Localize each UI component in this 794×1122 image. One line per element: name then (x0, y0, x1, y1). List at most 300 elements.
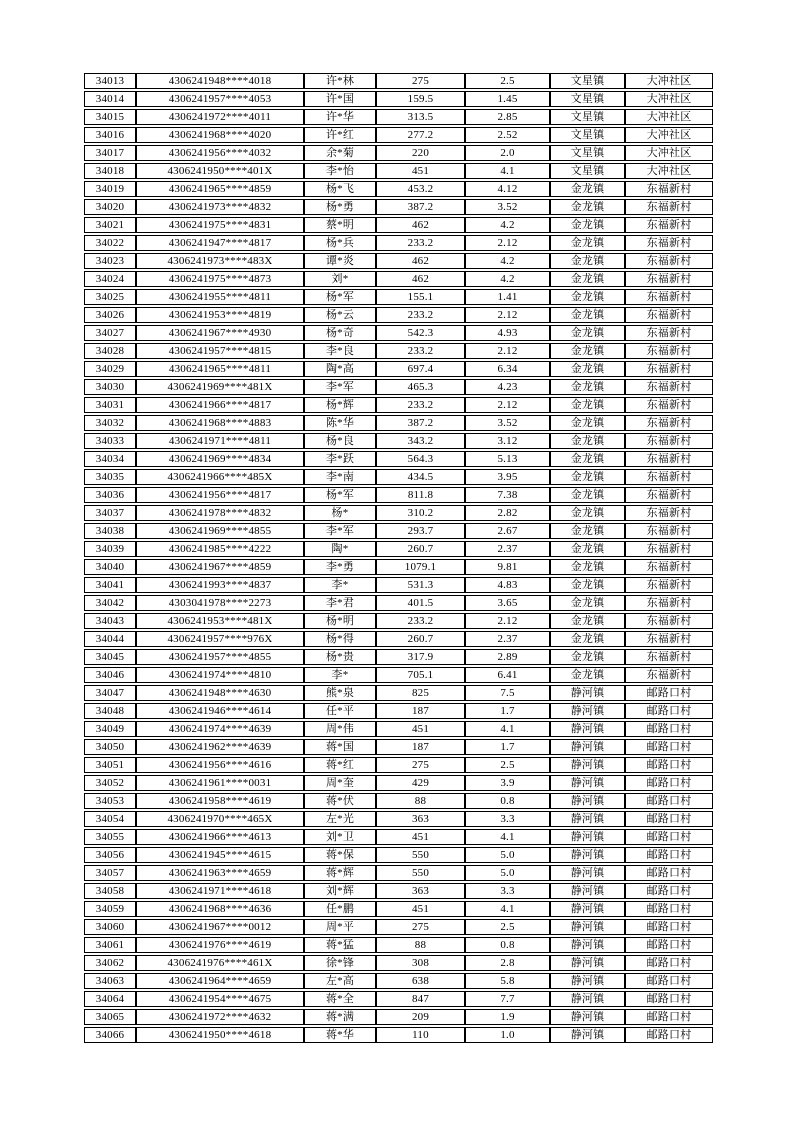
table-row (84, 577, 713, 593)
table-row (84, 91, 713, 107)
cell-village: 东福新村 (625, 505, 713, 521)
cell-subsidy-amount: 155.1 (376, 289, 465, 305)
cell-id-number: 4306241975****4873 (136, 271, 304, 287)
cell-serial-number: 34050 (84, 739, 136, 755)
cell-village: 东福新村 (625, 343, 713, 359)
cell-town: 金龙镇 (550, 379, 625, 395)
table-row (84, 793, 713, 809)
cell-serial-number: 34057 (84, 865, 136, 881)
cell-village: 大冲社区 (625, 73, 713, 89)
cell-subsidy-amount: 363 (376, 811, 465, 827)
cell-serial-number: 34060 (84, 919, 136, 935)
cell-town: 静河镇 (550, 1009, 625, 1025)
cell-town: 文星镇 (550, 145, 625, 161)
cell-serial-number: 34053 (84, 793, 136, 809)
cell-town: 静河镇 (550, 865, 625, 881)
table-row (84, 847, 713, 863)
cell-town: 文星镇 (550, 109, 625, 125)
table-row (84, 541, 713, 557)
cell-area-mu: 4.83 (465, 577, 550, 593)
cell-village: 东福新村 (625, 361, 713, 377)
table-row (84, 811, 713, 827)
cell-village: 大冲社区 (625, 109, 713, 125)
cell-area-mu: 2.37 (465, 631, 550, 647)
cell-subsidy-amount: 363 (376, 883, 465, 899)
cell-area-mu: 1.45 (465, 91, 550, 107)
cell-serial-number: 34019 (84, 181, 136, 197)
cell-name: 杨*明 (304, 613, 376, 629)
cell-town: 静河镇 (550, 685, 625, 701)
cell-name: 刘*卫 (304, 829, 376, 845)
cell-town: 金龙镇 (550, 253, 625, 269)
cell-subsidy-amount: 811.8 (376, 487, 465, 503)
cell-id-number: 4306241973****4832 (136, 199, 304, 215)
table-row (84, 163, 713, 179)
cell-subsidy-amount: 550 (376, 865, 465, 881)
cell-village: 邮路口村 (625, 703, 713, 719)
cell-area-mu: 2.12 (465, 343, 550, 359)
cell-subsidy-amount: 187 (376, 703, 465, 719)
cell-subsidy-amount: 187 (376, 739, 465, 755)
cell-serial-number: 34027 (84, 325, 136, 341)
cell-id-number: 4306241957****4815 (136, 343, 304, 359)
cell-village: 邮路口村 (625, 793, 713, 809)
cell-subsidy-amount: 275 (376, 919, 465, 935)
cell-name: 李*勇 (304, 559, 376, 575)
table-row (84, 487, 713, 503)
cell-town: 金龙镇 (550, 451, 625, 467)
table-row (84, 721, 713, 737)
cell-town: 金龙镇 (550, 523, 625, 539)
table-body (84, 73, 713, 1043)
cell-area-mu: 7.7 (465, 991, 550, 1007)
table-row (84, 613, 713, 629)
cell-name: 杨*得 (304, 631, 376, 647)
cell-subsidy-amount: 275 (376, 73, 465, 89)
table-row (84, 253, 713, 269)
cell-village: 邮路口村 (625, 829, 713, 845)
cell-area-mu: 3.12 (465, 433, 550, 449)
cell-town: 金龙镇 (550, 595, 625, 611)
cell-subsidy-amount: 260.7 (376, 631, 465, 647)
table-row (84, 325, 713, 341)
cell-id-number: 4306241965****4811 (136, 361, 304, 377)
table-row (84, 631, 713, 647)
cell-subsidy-amount: 638 (376, 973, 465, 989)
cell-name: 李*军 (304, 523, 376, 539)
cell-subsidy-amount: 429 (376, 775, 465, 791)
cell-subsidy-amount: 233.2 (376, 343, 465, 359)
cell-subsidy-amount: 387.2 (376, 199, 465, 215)
table-row (84, 433, 713, 449)
cell-town: 金龙镇 (550, 415, 625, 431)
table-row (84, 739, 713, 755)
cell-area-mu: 4.1 (465, 901, 550, 917)
cell-village: 邮路口村 (625, 811, 713, 827)
cell-subsidy-amount: 275 (376, 757, 465, 773)
cell-serial-number: 34035 (84, 469, 136, 485)
table-row (84, 1009, 713, 1025)
cell-name: 蒋*国 (304, 739, 376, 755)
cell-name: 李*跃 (304, 451, 376, 467)
cell-id-number: 4306241962****4639 (136, 739, 304, 755)
cell-name: 李*良 (304, 343, 376, 359)
cell-name: 蒋*满 (304, 1009, 376, 1025)
cell-subsidy-amount: 88 (376, 937, 465, 953)
cell-town: 金龙镇 (550, 631, 625, 647)
cell-name: 杨*军 (304, 487, 376, 503)
cell-id-number: 4306241968****4636 (136, 901, 304, 917)
cell-town: 金龙镇 (550, 307, 625, 323)
cell-area-mu: 2.12 (465, 613, 550, 629)
cell-area-mu: 1.7 (465, 703, 550, 719)
cell-subsidy-amount: 451 (376, 163, 465, 179)
cell-id-number: 4306241969****4834 (136, 451, 304, 467)
cell-village: 邮路口村 (625, 685, 713, 701)
cell-town: 静河镇 (550, 919, 625, 935)
cell-area-mu: 2.52 (465, 127, 550, 143)
cell-id-number: 4306241961****0031 (136, 775, 304, 791)
cell-id-number: 4306241948****4630 (136, 685, 304, 701)
cell-name: 周*奎 (304, 775, 376, 791)
cell-subsidy-amount: 453.2 (376, 181, 465, 197)
cell-subsidy-amount: 313.5 (376, 109, 465, 125)
cell-town: 静河镇 (550, 703, 625, 719)
cell-id-number: 4306241966****4613 (136, 829, 304, 845)
cell-subsidy-amount: 462 (376, 271, 465, 287)
cell-subsidy-amount: 401.5 (376, 595, 465, 611)
cell-village: 大冲社区 (625, 163, 713, 179)
cell-id-number: 4306241968****4020 (136, 127, 304, 143)
cell-subsidy-amount: 88 (376, 793, 465, 809)
cell-serial-number: 34043 (84, 613, 136, 629)
cell-area-mu: 6.34 (465, 361, 550, 377)
cell-name: 蒋*伏 (304, 793, 376, 809)
cell-town: 金龙镇 (550, 217, 625, 233)
cell-town: 金龙镇 (550, 181, 625, 197)
cell-village: 邮路口村 (625, 1027, 713, 1043)
cell-town: 金龙镇 (550, 577, 625, 593)
cell-village: 东福新村 (625, 307, 713, 323)
cell-town: 金龙镇 (550, 325, 625, 341)
table-row (84, 1027, 713, 1043)
cell-serial-number: 34045 (84, 649, 136, 665)
cell-serial-number: 34047 (84, 685, 136, 701)
cell-village: 东福新村 (625, 595, 713, 611)
cell-id-number: 4306241967****4930 (136, 325, 304, 341)
cell-serial-number: 34025 (84, 289, 136, 305)
cell-name: 杨*军 (304, 289, 376, 305)
cell-village: 大冲社区 (625, 145, 713, 161)
cell-town: 金龙镇 (550, 541, 625, 557)
cell-village: 东福新村 (625, 613, 713, 629)
table-row (84, 649, 713, 665)
cell-serial-number: 34016 (84, 127, 136, 143)
cell-town: 金龙镇 (550, 667, 625, 683)
cell-serial-number: 34044 (84, 631, 136, 647)
cell-id-number: 4306241965****4859 (136, 181, 304, 197)
cell-town: 静河镇 (550, 847, 625, 863)
table-row (84, 829, 713, 845)
table-row (84, 397, 713, 413)
table-row (84, 523, 713, 539)
cell-town: 金龙镇 (550, 343, 625, 359)
cell-serial-number: 34061 (84, 937, 136, 953)
cell-village: 大冲社区 (625, 91, 713, 107)
cell-subsidy-amount: 310.2 (376, 505, 465, 521)
cell-subsidy-amount: 233.2 (376, 235, 465, 251)
table-row (84, 307, 713, 323)
cell-village: 东福新村 (625, 397, 713, 413)
cell-serial-number: 34062 (84, 955, 136, 971)
cell-serial-number: 34037 (84, 505, 136, 521)
table-row (84, 145, 713, 161)
cell-id-number: 4306241956****4032 (136, 145, 304, 161)
cell-area-mu: 5.8 (465, 973, 550, 989)
cell-serial-number: 34013 (84, 73, 136, 89)
cell-town: 静河镇 (550, 811, 625, 827)
cell-village: 邮路口村 (625, 1009, 713, 1025)
cell-id-number: 4306241958****4619 (136, 793, 304, 809)
cell-serial-number: 34021 (84, 217, 136, 233)
cell-serial-number: 34039 (84, 541, 136, 557)
table-row (84, 937, 713, 953)
cell-village: 东福新村 (625, 235, 713, 251)
cell-serial-number: 34023 (84, 253, 136, 269)
cell-village: 邮路口村 (625, 955, 713, 971)
cell-id-number: 4306241956****4616 (136, 757, 304, 773)
cell-area-mu: 2.12 (465, 235, 550, 251)
cell-id-number: 4306241966****4817 (136, 397, 304, 413)
cell-town: 静河镇 (550, 757, 625, 773)
table-row (84, 991, 713, 1007)
cell-serial-number: 34018 (84, 163, 136, 179)
cell-id-number: 4306241974****4810 (136, 667, 304, 683)
table-row (84, 451, 713, 467)
cell-subsidy-amount: 317.9 (376, 649, 465, 665)
cell-id-number: 4306241953****481X (136, 613, 304, 629)
cell-area-mu: 4.2 (465, 271, 550, 287)
table-row (84, 901, 713, 917)
cell-town: 金龙镇 (550, 235, 625, 251)
cell-name: 许*林 (304, 73, 376, 89)
cell-name: 杨*飞 (304, 181, 376, 197)
cell-serial-number: 34051 (84, 757, 136, 773)
cell-area-mu: 3.52 (465, 199, 550, 215)
cell-village: 邮路口村 (625, 721, 713, 737)
table-row (84, 703, 713, 719)
cell-serial-number: 34042 (84, 595, 136, 611)
cell-town: 金龙镇 (550, 613, 625, 629)
cell-id-number: 4306241957****4855 (136, 649, 304, 665)
cell-name: 蒋*全 (304, 991, 376, 1007)
cell-id-number: 4306241946****4614 (136, 703, 304, 719)
cell-name: 任*平 (304, 703, 376, 719)
cell-village: 邮路口村 (625, 757, 713, 773)
cell-town: 金龙镇 (550, 289, 625, 305)
cell-town: 文星镇 (550, 163, 625, 179)
cell-name: 李*军 (304, 379, 376, 395)
cell-subsidy-amount: 451 (376, 721, 465, 737)
cell-name: 杨*良 (304, 433, 376, 449)
cell-village: 东福新村 (625, 541, 713, 557)
cell-name: 熊*泉 (304, 685, 376, 701)
cell-area-mu: 4.93 (465, 325, 550, 341)
cell-area-mu: 4.1 (465, 163, 550, 179)
cell-town: 金龙镇 (550, 469, 625, 485)
cell-village: 东福新村 (625, 379, 713, 395)
cell-village: 大冲社区 (625, 127, 713, 143)
cell-area-mu: 0.8 (465, 937, 550, 953)
cell-area-mu: 2.0 (465, 145, 550, 161)
table-row (84, 73, 713, 89)
cell-area-mu: 1.9 (465, 1009, 550, 1025)
cell-area-mu: 6.41 (465, 667, 550, 683)
cell-id-number: 4306241947****4817 (136, 235, 304, 251)
cell-area-mu: 4.1 (465, 721, 550, 737)
cell-serial-number: 34046 (84, 667, 136, 683)
cell-serial-number: 34034 (84, 451, 136, 467)
cell-serial-number: 34065 (84, 1009, 136, 1025)
cell-serial-number: 34048 (84, 703, 136, 719)
cell-village: 邮路口村 (625, 937, 713, 953)
cell-name: 蒋*华 (304, 1027, 376, 1043)
cell-name: 周*平 (304, 919, 376, 935)
cell-name: 蔡*明 (304, 217, 376, 233)
table-row (84, 235, 713, 251)
cell-serial-number: 34056 (84, 847, 136, 863)
cell-village: 东福新村 (625, 433, 713, 449)
cell-name: 左*高 (304, 973, 376, 989)
cell-subsidy-amount: 387.2 (376, 415, 465, 431)
cell-village: 东福新村 (625, 253, 713, 269)
cell-village: 东福新村 (625, 469, 713, 485)
cell-id-number: 4306241972****4632 (136, 1009, 304, 1025)
cell-name: 谭*炎 (304, 253, 376, 269)
cell-village: 东福新村 (625, 325, 713, 341)
cell-id-number: 4306241972****4011 (136, 109, 304, 125)
table-row (84, 595, 713, 611)
cell-subsidy-amount: 1079.1 (376, 559, 465, 575)
cell-town: 静河镇 (550, 775, 625, 791)
cell-name: 杨*兵 (304, 235, 376, 251)
cell-area-mu: 5.0 (465, 847, 550, 863)
table-row (84, 775, 713, 791)
cell-id-number: 4306241945****4615 (136, 847, 304, 863)
cell-name: 许*红 (304, 127, 376, 143)
cell-village: 邮路口村 (625, 775, 713, 791)
cell-area-mu: 5.0 (465, 865, 550, 881)
cell-name: 蒋*辉 (304, 865, 376, 881)
cell-id-number: 4306241993****4837 (136, 577, 304, 593)
cell-town: 文星镇 (550, 91, 625, 107)
cell-village: 东福新村 (625, 181, 713, 197)
cell-name: 杨*辉 (304, 397, 376, 413)
cell-serial-number: 34022 (84, 235, 136, 251)
cell-area-mu: 2.12 (465, 397, 550, 413)
table-row (84, 199, 713, 215)
cell-town: 金龙镇 (550, 433, 625, 449)
cell-town: 静河镇 (550, 937, 625, 953)
table-row (84, 883, 713, 899)
cell-area-mu: 5.13 (465, 451, 550, 467)
cell-name: 李*南 (304, 469, 376, 485)
cell-area-mu: 2.85 (465, 109, 550, 125)
cell-serial-number: 34055 (84, 829, 136, 845)
table-row (84, 127, 713, 143)
cell-area-mu: 3.3 (465, 883, 550, 899)
cell-id-number: 4306241976****4619 (136, 937, 304, 953)
cell-village: 东福新村 (625, 667, 713, 683)
cell-subsidy-amount: 847 (376, 991, 465, 1007)
cell-serial-number: 34036 (84, 487, 136, 503)
cell-name: 许*华 (304, 109, 376, 125)
cell-id-number: 4306241967****4859 (136, 559, 304, 575)
cell-name: 许*国 (304, 91, 376, 107)
cell-village: 东福新村 (625, 649, 713, 665)
table-row (84, 361, 713, 377)
cell-serial-number: 34032 (84, 415, 136, 431)
cell-town: 静河镇 (550, 721, 625, 737)
cell-serial-number: 34031 (84, 397, 136, 413)
cell-serial-number: 34041 (84, 577, 136, 593)
cell-village: 邮路口村 (625, 739, 713, 755)
subsidy-table (84, 71, 713, 1045)
cell-area-mu: 1.41 (465, 289, 550, 305)
cell-name: 周*伟 (304, 721, 376, 737)
cell-area-mu: 3.95 (465, 469, 550, 485)
cell-serial-number: 34054 (84, 811, 136, 827)
cell-subsidy-amount: 462 (376, 253, 465, 269)
cell-serial-number: 34014 (84, 91, 136, 107)
cell-area-mu: 2.82 (465, 505, 550, 521)
cell-name: 陶* (304, 541, 376, 557)
cell-name: 左*光 (304, 811, 376, 827)
cell-town: 金龙镇 (550, 361, 625, 377)
cell-subsidy-amount: 434.5 (376, 469, 465, 485)
cell-serial-number: 34028 (84, 343, 136, 359)
table-row (84, 181, 713, 197)
cell-subsidy-amount: 220 (376, 145, 465, 161)
cell-subsidy-amount: 564.3 (376, 451, 465, 467)
cell-area-mu: 7.38 (465, 487, 550, 503)
cell-subsidy-amount: 531.3 (376, 577, 465, 593)
table-row (84, 217, 713, 233)
cell-area-mu: 2.5 (465, 757, 550, 773)
cell-id-number: 4306241967****0012 (136, 919, 304, 935)
cell-subsidy-amount: 451 (376, 901, 465, 917)
cell-name: 蒋*红 (304, 757, 376, 773)
cell-subsidy-amount: 825 (376, 685, 465, 701)
cell-village: 邮路口村 (625, 919, 713, 935)
cell-town: 金龙镇 (550, 487, 625, 503)
cell-subsidy-amount: 209 (376, 1009, 465, 1025)
cell-serial-number: 34049 (84, 721, 136, 737)
cell-subsidy-amount: 159.5 (376, 91, 465, 107)
cell-town: 静河镇 (550, 991, 625, 1007)
cell-area-mu: 3.3 (465, 811, 550, 827)
cell-village: 邮路口村 (625, 991, 713, 1007)
cell-area-mu: 4.2 (465, 217, 550, 233)
cell-subsidy-amount: 233.2 (376, 613, 465, 629)
cell-name: 杨*云 (304, 307, 376, 323)
cell-town: 金龙镇 (550, 505, 625, 521)
cell-village: 东福新村 (625, 289, 713, 305)
cell-village: 邮路口村 (625, 847, 713, 863)
cell-town: 静河镇 (550, 955, 625, 971)
cell-subsidy-amount: 462 (376, 217, 465, 233)
cell-village: 东福新村 (625, 415, 713, 431)
